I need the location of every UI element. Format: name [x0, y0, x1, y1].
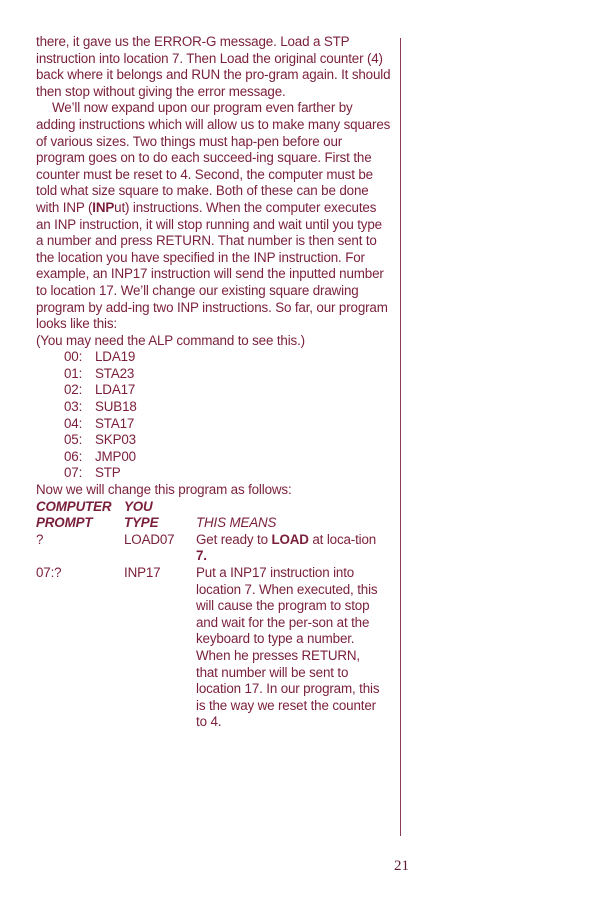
table-prompt: ?	[36, 531, 44, 547]
program-line	[64, 382, 392, 399]
table-type: LOAD07	[124, 531, 175, 547]
table-header-row	[36, 499, 392, 516]
program-line	[64, 432, 392, 449]
program-address: 04:	[64, 415, 83, 431]
header-you: YOU	[124, 498, 153, 514]
program-address: 00:	[64, 349, 83, 365]
program-address: 06:	[64, 448, 83, 464]
table-meaning	[196, 532, 382, 565]
program-line	[64, 366, 392, 383]
program-listing	[36, 349, 392, 482]
program-instruction: SKP03	[95, 432, 136, 448]
page-number: 21	[394, 858, 409, 874]
program-address: 05:	[64, 432, 83, 448]
table-row	[36, 532, 392, 565]
program-instruction: JMP00	[95, 448, 136, 464]
program-instruction: STP	[95, 465, 121, 481]
program-instruction: LDA19	[95, 349, 136, 365]
table-meaning: Put a INP17 instruction into location 7. When executed, this will cause the program to stop and wait for the per-son at the keyboard to type a number. When he presses RETURN, that number will be sent to location 17. In our program, this is the way we reset the counter to 4.	[196, 565, 380, 730]
paragraph-inp-explanation	[36, 100, 392, 332]
program-line	[64, 399, 392, 416]
paragraph-error-message: there, it gave us the ERROR-G message. Load a STP instruction into location 7. Then Load the original counter (4) back where it belongs and RUN the pro-gram again. It should then stop without giving the error message.	[36, 34, 391, 99]
header-prompt: PROMPT	[36, 515, 93, 531]
program-address: 03:	[64, 399, 83, 415]
table-prompt: 07:?	[36, 565, 62, 580]
table-type: INP17	[124, 565, 161, 580]
program-address: 07:	[64, 465, 83, 481]
header-this-means: THIS MEANS	[196, 515, 277, 531]
program-address: 01:	[64, 365, 83, 381]
program-instruction: STA23	[95, 365, 135, 381]
program-instruction: STA17	[95, 415, 135, 431]
meaning-part: Get ready to	[196, 531, 272, 547]
margin-rule	[400, 38, 401, 836]
paragraph-inp-part-b: ut) instructions. When the computer executes an INP instruction, it will stop running and wait until you type a number and press RETURN. That number is then sent to the location you have specified in the INP instruction. For example, an INP17 instruction will send the inputted number to location 17. We’ll change our existing square drawing program by add-ing two INP instructions. So far, our program looks like this:	[36, 199, 388, 332]
program-instruction: LDA17	[95, 382, 136, 398]
change-intro: Now we will change this program as follows:	[36, 482, 292, 498]
meaning-bold: LOAD	[271, 531, 309, 547]
meaning-bold: 7.	[196, 548, 207, 564]
text-column	[36, 34, 392, 731]
paragraph-inp-part-a: We’ll now expand upon our program even farther by adding instructions which will allow us to make many squares of various sizes. Two things must hap-pen before our program goes on to do each succeed-ing square. First the counter must be reset to 4. Second, the computer must be told what size square to make. Both of these can be done with INP (	[36, 100, 391, 215]
alp-note: (You may need the ALP command to see this.)	[36, 332, 305, 348]
program-address: 02:	[64, 382, 83, 398]
meaning-part: at loca-tion	[308, 531, 377, 547]
program-instruction: SUB18	[95, 399, 137, 415]
header-computer: COMPUTER	[36, 498, 112, 514]
program-line	[64, 416, 392, 433]
table-header-row	[36, 515, 392, 532]
program-line	[64, 449, 392, 466]
header-type: TYPE	[124, 515, 159, 531]
table-row	[36, 565, 392, 731]
program-line	[64, 465, 392, 482]
instruction-table	[36, 499, 392, 731]
inp-bold-term: INP	[92, 199, 115, 215]
program-line	[64, 349, 392, 366]
